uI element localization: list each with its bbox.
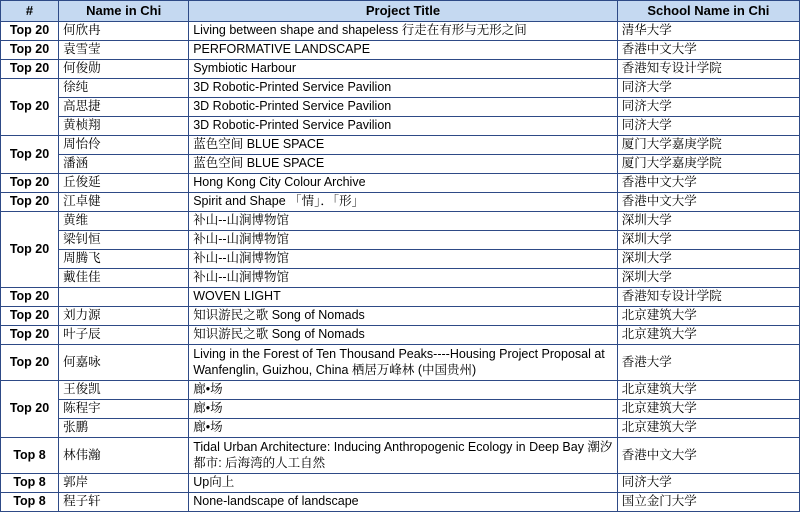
project-title-cell: 3D Robotic-Printed Service Pavilion [189, 117, 618, 136]
project-title-cell: Spirit and Shape 「情」．「形」 [189, 193, 618, 212]
rank-cell: Top 20 [1, 174, 59, 193]
table-row [1, 60, 800, 79]
rank-cell: Top 20 [1, 326, 59, 345]
table-header [1, 1, 800, 22]
project-title-cell: Symbiotic Harbour [189, 60, 618, 79]
table-row [1, 493, 800, 512]
name-cell: 梁钊恒 [59, 231, 189, 250]
project-title-cell: Hong Kong City Colour Archive [189, 174, 618, 193]
project-title-cell: 补山--山涧博物馆 [189, 231, 618, 250]
project-title-cell: 补山--山涧博物馆 [189, 212, 618, 231]
project-title-cell: 蓝色空间 BLUE SPACE [189, 155, 618, 174]
table-row [1, 98, 800, 117]
table-row [1, 79, 800, 98]
table-row [1, 474, 800, 493]
school-cell: 北京建筑大学 [617, 419, 799, 438]
project-title-cell: 3D Robotic-Printed Service Pavilion [189, 79, 618, 98]
name-cell: 徐纯 [59, 79, 189, 98]
school-cell: 同济大学 [617, 79, 799, 98]
table-row [1, 136, 800, 155]
rank-cell: Top 8 [1, 438, 59, 474]
project-title-cell: 3D Robotic-Printed Service Pavilion [189, 98, 618, 117]
table-row [1, 345, 800, 381]
column-header-school: School Name in Chi [617, 1, 799, 22]
school-cell: 国立金门大学 [617, 493, 799, 512]
rank-cell: Top 8 [1, 474, 59, 493]
name-cell: 丘俊延 [59, 174, 189, 193]
school-cell: 清华大学 [617, 22, 799, 41]
school-cell: 香港中文大学 [617, 41, 799, 60]
rank-cell: Top 20 [1, 381, 59, 438]
rank-cell: Top 20 [1, 79, 59, 136]
table-row [1, 326, 800, 345]
table-row [1, 193, 800, 212]
project-title-cell: PERFORMATIVE LANDSCAPE [189, 41, 618, 60]
column-header-title: Project Title [189, 1, 618, 22]
school-cell: 北京建筑大学 [617, 381, 799, 400]
project-title-cell: 廊•场 [189, 381, 618, 400]
name-cell: 何俊勋 [59, 60, 189, 79]
school-cell: 厦门大学嘉庚学院 [617, 155, 799, 174]
project-title-cell: Living between shape and shapeless 行走在有形与无形之间 [189, 22, 618, 41]
column-header-name: Name in Chi [59, 1, 189, 22]
school-cell: 香港中文大学 [617, 438, 799, 474]
school-cell: 深圳大学 [617, 212, 799, 231]
school-cell: 北京建筑大学 [617, 307, 799, 326]
table-body [1, 22, 800, 512]
table-row [1, 41, 800, 60]
name-cell: 郭岸 [59, 474, 189, 493]
name-cell: 高思捷 [59, 98, 189, 117]
school-cell: 香港知专设计学院 [617, 60, 799, 79]
school-cell: 厦门大学嘉庚学院 [617, 136, 799, 155]
project-title-cell: 知识游民之歌 Song of Nomads [189, 307, 618, 326]
rank-cell: Top 20 [1, 212, 59, 288]
rank-cell: Top 8 [1, 493, 59, 512]
project-title-cell: 廊•场 [189, 400, 618, 419]
name-cell: 戴佳佳 [59, 269, 189, 288]
name-cell: 程子轩 [59, 493, 189, 512]
project-title-cell: 补山--山涧博物馆 [189, 250, 618, 269]
header-row [1, 1, 800, 22]
name-cell: 何欣冉 [59, 22, 189, 41]
table-row [1, 22, 800, 41]
school-cell: 深圳大学 [617, 231, 799, 250]
table-row [1, 250, 800, 269]
school-cell: 香港中文大学 [617, 193, 799, 212]
rank-cell: Top 20 [1, 307, 59, 326]
table-row [1, 381, 800, 400]
school-cell: 同济大学 [617, 98, 799, 117]
rank-cell: Top 20 [1, 41, 59, 60]
name-cell: 林伟瀚 [59, 438, 189, 474]
table-row [1, 174, 800, 193]
name-cell: 黄维 [59, 212, 189, 231]
name-cell: 周怡伶 [59, 136, 189, 155]
table-row [1, 117, 800, 136]
rank-cell: Top 20 [1, 60, 59, 79]
table-row [1, 400, 800, 419]
school-cell: 香港大学 [617, 345, 799, 381]
school-cell: 深圳大学 [617, 250, 799, 269]
project-title-cell: Up向上 [189, 474, 618, 493]
name-cell: 叶子辰 [59, 326, 189, 345]
school-cell: 深圳大学 [617, 269, 799, 288]
school-cell: 北京建筑大学 [617, 326, 799, 345]
name-cell [59, 288, 189, 307]
name-cell: 张鹏 [59, 419, 189, 438]
name-cell: 江卓健 [59, 193, 189, 212]
project-title-cell: 蓝色空间 BLUE SPACE [189, 136, 618, 155]
school-cell: 香港知专设计学院 [617, 288, 799, 307]
name-cell: 潘涵 [59, 155, 189, 174]
rank-cell: Top 20 [1, 345, 59, 381]
project-title-cell: WOVEN LIGHT [189, 288, 618, 307]
name-cell: 陈程宇 [59, 400, 189, 419]
project-title-cell: 补山--山涧博物馆 [189, 269, 618, 288]
rank-cell: Top 20 [1, 193, 59, 212]
school-cell: 香港中文大学 [617, 174, 799, 193]
column-header-rank: # [1, 1, 59, 22]
name-cell: 黄桢翔 [59, 117, 189, 136]
project-title-cell: None-landscape of landscape [189, 493, 618, 512]
name-cell: 刘力源 [59, 307, 189, 326]
school-cell: 同济大学 [617, 117, 799, 136]
table-row [1, 438, 800, 474]
project-title-cell: Tidal Urban Architecture: Inducing Anthropogenic Ecology in Deep Bay 潮汐都市: 后海湾的人工自然 [189, 438, 618, 474]
table-row [1, 288, 800, 307]
rank-cell: Top 20 [1, 136, 59, 174]
project-title-cell: 廊•场 [189, 419, 618, 438]
table-row [1, 212, 800, 231]
project-title-cell: Living in the Forest of Ten Thousand Peaks----Housing Project Proposal at Wanfenglin, Guizhou, China 栖居万峰林 (中国贵州) [189, 345, 618, 381]
rank-cell: Top 20 [1, 288, 59, 307]
table-row [1, 231, 800, 250]
name-cell: 何嘉咏 [59, 345, 189, 381]
rank-cell: Top 20 [1, 22, 59, 41]
table-row [1, 269, 800, 288]
project-title-cell: 知识游民之歌 Song of Nomads [189, 326, 618, 345]
table-row [1, 307, 800, 326]
school-cell: 同济大学 [617, 474, 799, 493]
name-cell: 王俊凯 [59, 381, 189, 400]
table-row [1, 419, 800, 438]
name-cell: 周腾飞 [59, 250, 189, 269]
table-row [1, 155, 800, 174]
name-cell: 袁雪莹 [59, 41, 189, 60]
school-cell: 北京建筑大学 [617, 400, 799, 419]
